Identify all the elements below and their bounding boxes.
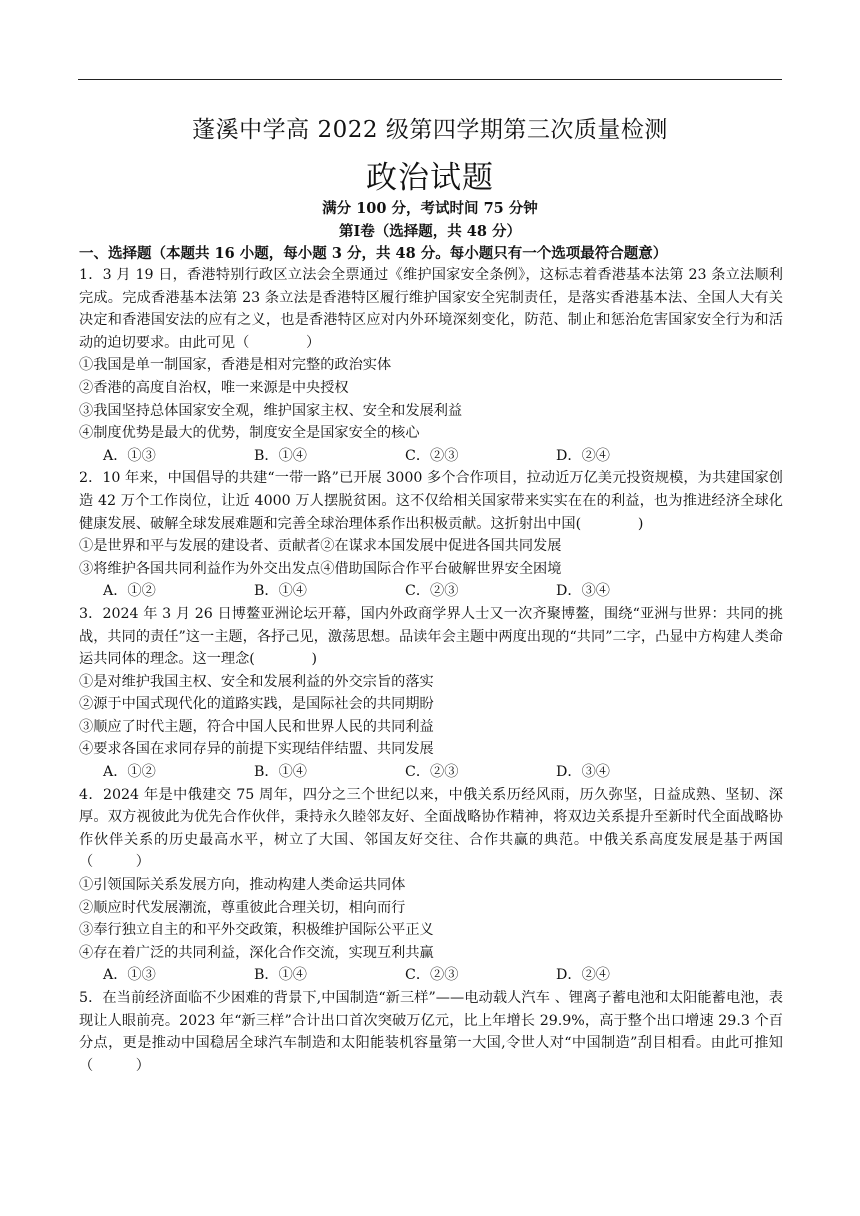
answer-choices <box>79 964 783 987</box>
statement-option: ②香港的高度自治权，唯一来源是中央授权 <box>79 379 349 396</box>
subject-title: 政治试题 <box>366 160 494 196</box>
statement-option: ②顺应时代发展潮流，尊重彼此合理关切，相向而行 <box>79 899 406 916</box>
statement-option: ③顺应了时代主题，符合中国人民和世界人民的共同利益 <box>79 718 434 735</box>
statement-option: ④存在着广泛的共同利益，深化合作交流，实现互利共赢 <box>79 944 434 961</box>
question-4 <box>79 784 783 987</box>
statement-option: ③将维护各国共同利益作为外交出发点④借助国际合作平台破解世界安全困境 <box>79 560 562 577</box>
choice-a[interactable]: A．①② <box>103 583 156 600</box>
question-stem: 1．3 月 19 日，香港特别行政区立法会全票通过《维护国家安全条例》，这标志着香港基本法第 23 条立法顺利完成。完成香港基本法第 23 条立法是香港特区履行维护国家安全宪制责任，是落实香港基本法、全国人大有关决定和香港国安法的应有之义，也是香港特区应对内外环境深刻变化，防范、制止和惩治危害国家安全行为和活动的迫切要求。由此可见（ ） <box>79 267 783 351</box>
exam-info: 满分 100 分，考试时间 75 分钟 <box>322 200 538 217</box>
question-list <box>79 264 783 1077</box>
question-stem: 3．2024 年 3 月 26 日博鳌亚洲论坛开幕，国内外政商学界人士又一次齐聚博鳌，围绕“亚洲与世界：共同的挑战，共同的责任”这一主题，各抒己见，激荡思想。品读年会主题中两度出现的“共同”二字，凸显中方构建人类命运共同体的理念。这一理念( ) <box>79 605 783 668</box>
answer-choices <box>79 761 783 784</box>
statement-option: ④制度优势是最大的优势，制度安全是国家安全的核心 <box>79 425 420 442</box>
answer-choices <box>79 445 783 468</box>
volume-title: 第Ⅰ卷（选择题，共 48 分） <box>338 223 522 240</box>
choice-d[interactable]: D．③④ <box>556 764 610 781</box>
choice-a[interactable]: A．①③ <box>103 967 156 984</box>
answer-choices <box>79 580 783 603</box>
statement-option: ①是对维护我国主权、安全和发展利益的外交宗旨的落实 <box>79 673 434 690</box>
question-1 <box>79 264 783 467</box>
choice-d[interactable]: D．③④ <box>556 583 610 600</box>
choice-c[interactable]: C．②③ <box>405 583 459 600</box>
header-rule <box>78 79 782 80</box>
choice-c[interactable]: C．②③ <box>405 967 459 984</box>
statement-option: ①我国是单一制国家，香港是相对完整的政治实体 <box>79 357 392 374</box>
choice-a[interactable]: A．①② <box>103 764 156 781</box>
exam-title: 蓬溪中学高 2022 级第四学期第三次质量检测 <box>192 117 668 143</box>
question-stem: 5．在当前经济面临不少困难的背景下,中国制造“新三样”——电动载人汽车 、锂离子蓄电池和太阳能蓄电池，表现让人眼前亮。2023 年“新三样”合计出口首次突破万亿元，比上年增长 29.9%，高于整个出口增速 29.3 个百分点，更是推动中国稳居全球汽车制造和太阳能装机容量第一大国,令世人对“中国制造”刮目相看。由此可推知（ ） <box>79 990 783 1074</box>
statement-option: ③我国坚持总体国家安全观，维护国家主权、安全和发展利益 <box>79 402 463 419</box>
choice-b[interactable]: B．①④ <box>254 583 307 600</box>
choice-a[interactable]: A．①③ <box>103 447 156 464</box>
question-stem: 2．10 年来，中国倡导的共建“一带一路”已开展 3000 多个合作项目，拉动近万亿美元投资规模，为共建国家创造 42 万个工作岗位，让近 4000 万人摆脱贫困。这不仅给相关国家带来实实在在的利益，也为推进经济全球化健康发展、破解全球发展难题和完善全球治理体系作出积极贡献。这折射出中国( ) <box>79 470 783 532</box>
question-5 <box>79 987 783 1077</box>
question-stem: 4．2024 年是中俄建交 75 周年，四分之三个世纪以来，中俄关系历经风雨，历久弥坚，日益成熟、坚韧、深厚。双方视彼此为优先合作伙伴，秉持永久睦邻友好、全面战略协作精神，将双边关系提升至新时代全面战略协作伙伴关系的历史最高水平，树立了大国、邻国友好交往、合作共赢的典范。中俄关系高度发展是基于两国（ ） <box>79 786 783 871</box>
section-heading: 一、选择题（本题共 16 小题，每小题 3 分，共 48 分。每小题只有一个选项最符合题意） <box>79 245 668 262</box>
question-3 <box>79 603 783 784</box>
choice-b[interactable]: B．①④ <box>254 447 307 464</box>
choice-d[interactable]: D．②④ <box>556 967 610 984</box>
statement-option: ④要求各国在求同存异的前提下实现结伴结盟、共同发展 <box>79 741 434 758</box>
choice-d[interactable]: D．②④ <box>556 447 610 464</box>
statement-option: ①引领国际关系发展方向，推动构建人类命运共同体 <box>79 877 406 894</box>
statement-option: ①是世界和平与发展的建设者、贡献者②在谋求本国发展中促进各国共同发展 <box>79 538 562 555</box>
choice-c[interactable]: C．②③ <box>405 764 459 781</box>
choice-c[interactable]: C．②③ <box>405 447 459 464</box>
choice-b[interactable]: B．①④ <box>254 764 307 781</box>
choice-b[interactable]: B．①④ <box>254 967 307 984</box>
question-2 <box>79 467 783 603</box>
statement-option: ③奉行独立自主的和平外交政策，积极维护国际公平正义 <box>79 922 434 939</box>
statement-option: ②源于中国式现代化的道路实践，是国际社会的共同期盼 <box>79 696 434 713</box>
